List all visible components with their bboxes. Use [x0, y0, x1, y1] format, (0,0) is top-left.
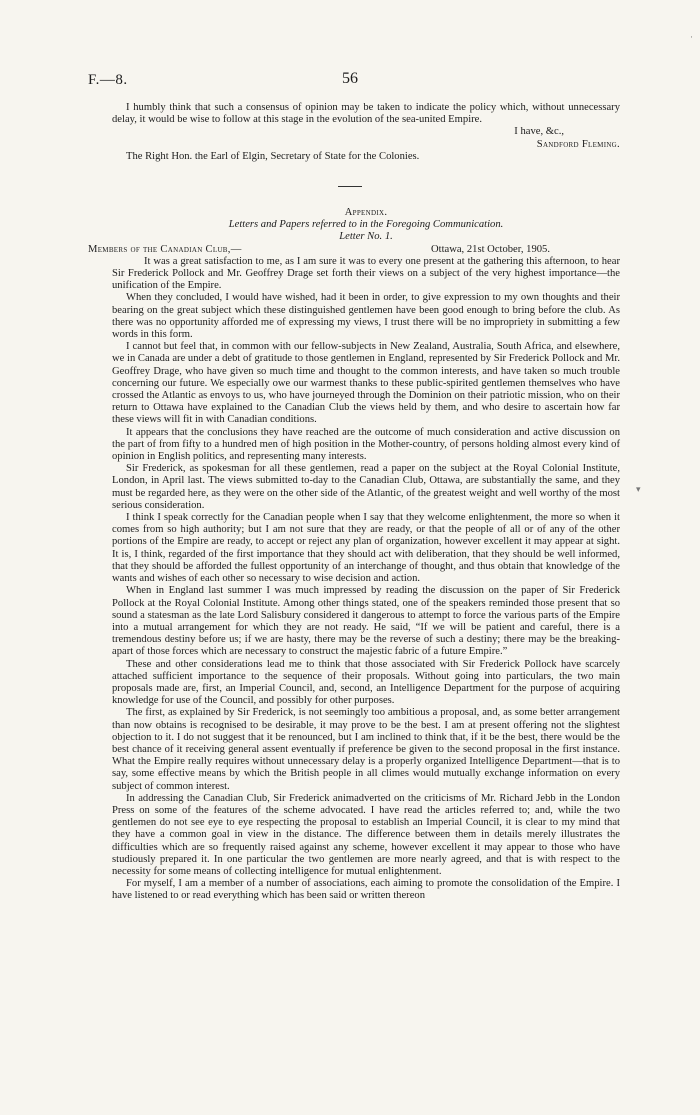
appendix-section [88, 207, 620, 903]
signature: Sandford Fleming. [536, 138, 620, 150]
letter-paragraph: In addressing the Canadian Club, Sir Frederick animadverted on the criticisms of Mr. Richard Jebb in the London Press on some of the features of the scheme advocated. I have read the articles referred to; and, while the two gentlemen do not see eye to eye respecting the proposal to establish an Imperial Council, it is clear to my mind that they have a common goal in view in the distance. The difference between them in details merely illustrates the difficulties which are so frequently raised against any scheme, however excellent it may appear to those who have studiously prepared it. In one particular the two gentlemen are more nearly agreed, and that is with respect to the necessity for some means of collecting intelligence for mutual enlightenment. [112, 792, 620, 877]
document-reference: F.—8. [88, 72, 128, 88]
letter-paragraph: It appears that the conclusions they have reached are the outcome of much consideration and active discussion on the part of from fifty to a hundred men of high position in the Mother-country, of persons holding almost every kind of opinion in English politics, and representing many interests. [112, 426, 620, 463]
addressee: The Right Hon. the Earl of Elgin, Secretary of State for the Colonies. [126, 150, 420, 162]
letter-paragraph: Sir Frederick, as spokesman for all these gentlemen, read a paper on the subject at the Royal Colonial Institute, London, in April last. The views submitted to-day to the Canadian Club, Ottawa, are substantially the same, and they must be regarded here, as they were on the other side of the Atlantic, of the greatest weight and well worthy of the most serious consideration. [112, 463, 620, 511]
appendix-title: Appendix. [344, 207, 388, 218]
closing-paragraph: I humbly think that such a consensus of opinion may be taken to indicate the policy which, without unnecessary delay, it would be wise to follow at this stage in the evolution of the sea-united Empire. [112, 102, 620, 126]
scan-mark: ▾ [636, 484, 641, 494]
letter-paragraph: These and other considerations lead me to think that those associated with Sir Frederick Pollock have scarcely attached sufficient importance to the sequence of their proposals. Without going into particulars, the two main proposals made are, first, an Imperial Council, and, second, an Intelligence Department for the purpose of acquiring knowledge for use of the Council, and possibly for other purposes. [112, 658, 620, 707]
letter-paragraph: When they concluded, I would have wished, had it been in order, to give expression to my own thoughts and their bearing on the great subject which these distinguished gentlemen have been good enough to bring before the club. As there was no opportunity afforded me of expressing my views, I trust there will be no impropriety in submitting a few words in this form. [112, 292, 620, 341]
page-number: 56 [342, 70, 358, 87]
letter-paragraph: I think I speak correctly for the Canadian people when I say that they welcome enlightenment, the more so when it comes from so high authority; but I am not sure that they are ready, or that the people of all or of any of the other portions of the Empire are ready, to accept or reject any plan of organization, however excellent it may appear at sight. It is, I think, regarded of the first importance that they should act with deliberation, that they should be well informed, that they should be afforded the fullest opportunity of an interchange of thought, and thus obtain that knowledge of the wants and wishes of each other so necessary to wise decision and action. [112, 512, 620, 585]
section-divider [338, 186, 362, 187]
letter-paragraph: When in England last summer I was much impressed by reading the discussion on the paper of Sir Frederick Pollock at the Royal Colonial Institute. Among other things stated, one of the speakers reminded those present that so sound a statesman as the late Lord Salisbury considered it dangerous to attempt to force the various parts of the Empire into a mutual arrangement for which they are not ready. He said, “If we will be patient and careful, there is a tremendous destiny before us; if we are hasty, there may be the reverse of such a destiny; there may be the breaking-apart of those forces which are necessary to construct the majestic fabric of a future Empire.” [112, 585, 620, 658]
closing-section [112, 102, 620, 163]
letter-paragraph: It was a great satisfaction to me, as I am sure it was to every one present at the gathering this afternoon, to hear Sir Frederick Pollock and Mr. Geoffrey Drage set forth their views on a subject of the very highest importance—the unification of the Empire. [112, 255, 620, 292]
salutation: Members of the Canadian Club,— [88, 243, 242, 255]
scan-mark: · [690, 32, 693, 42]
salutation-row [88, 244, 620, 256]
closing-formula: I have, &c., [514, 126, 564, 138]
letter-paragraph: The first, as explained by Sir Frederick, is not seemingly too ambitious a proposal, and, as some better arrangement than now obtains is recognised to be desirable, it may prove to be the best. I am at present offering not the slightest objection to it. I do not suggest that it be renounced, but I am inclined to think that, if it be the best, there would be the best chance of it receiving general assent eventually if preference be given to the second proposal in the first instance. What the Empire really requires without unnecessary delay is a properly organized Intelligence Department—that is to say, some effective means by which the British people in all climes would mutually exchange information on every subject of common interest. [112, 707, 620, 792]
letter-paragraph: For myself, I am a member of a number of associations, each aiming to promote the consolidation of the Empire. I have listened to or read everything which has been said or written thereon [112, 878, 620, 902]
dateline: Ottawa, 21st October, 1905. [430, 243, 550, 255]
letter-heading: Letter No. 1. [339, 231, 393, 243]
appendix-subtitle: Letters and Papers referred to in the Foregoing Communication. [228, 219, 504, 231]
letter-paragraph: I cannot but feel that, in common with our fellow-subjects in New Zealand, Australia, South Africa, and elsewhere, we in Canada are under a debt of gratitude to those gentlemen in England, represented by Sir Frederick Pollock and Mr. Geoffrey Drage, who have given so much time and thought to the common interests, and have taken so much trouble concerning our future. We especially owe our warmest thanks to these public-spirited gentlemen themselves who have crossed the Atlantic as envoys to us, who have journeyed through the Dominion on their patriotic mission, who on their return to Ottawa have explained to the Canadian Club the views held by them, and who desire to ascertain how far these views will fit in with Canadian conditions. [112, 341, 620, 426]
